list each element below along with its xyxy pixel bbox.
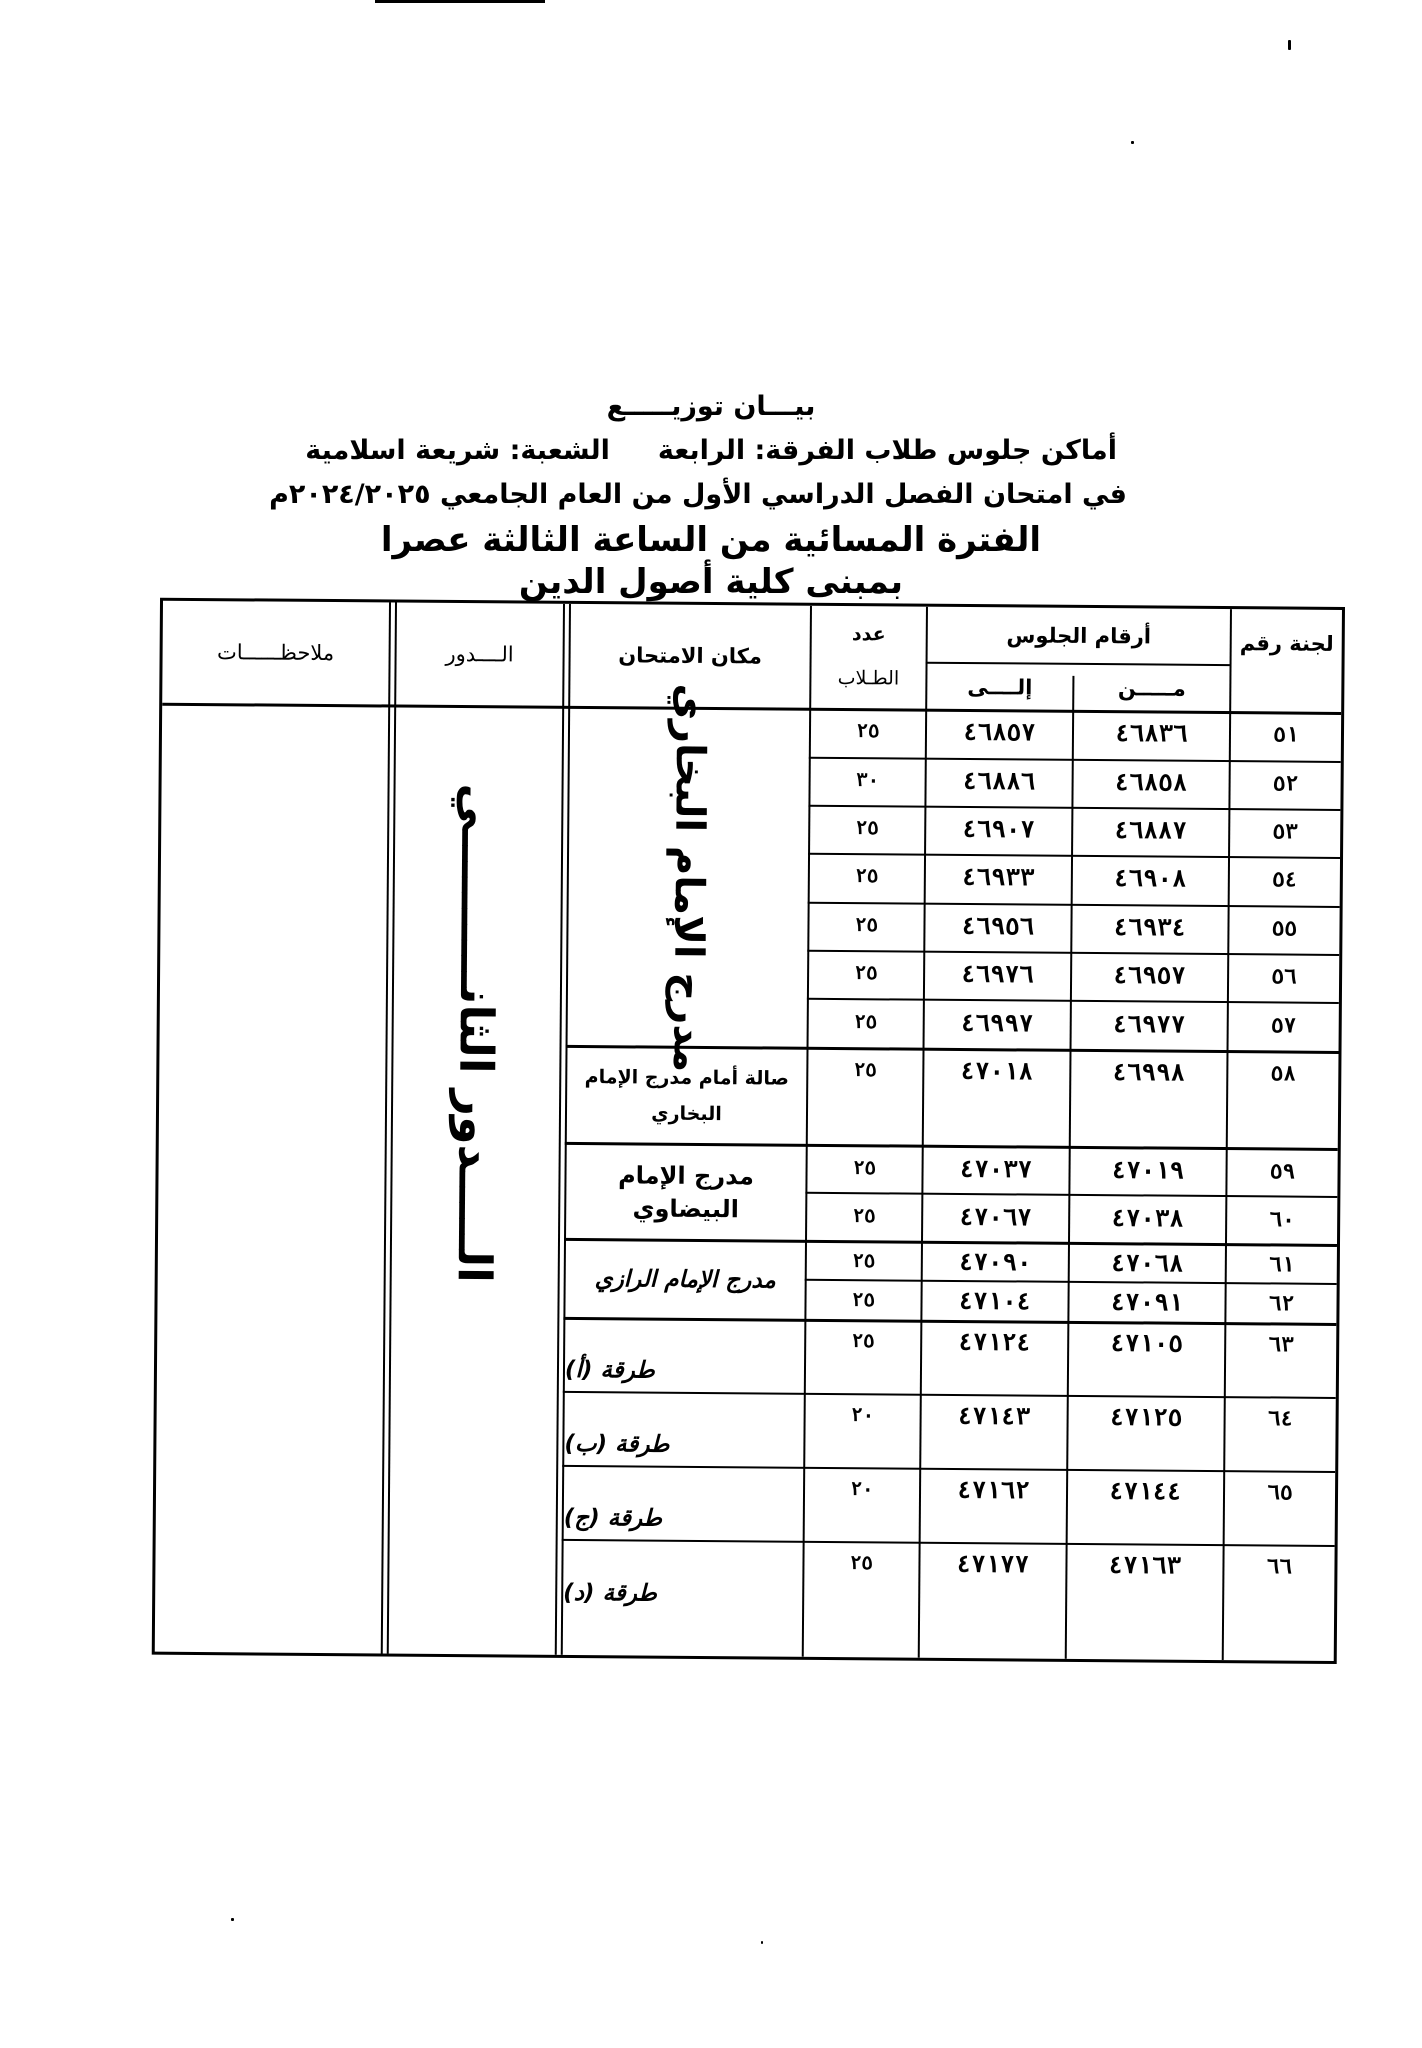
student-count: ٢٥ [852, 1205, 876, 1228]
seat-from: ٤٧١٠٥ [1110, 1329, 1183, 1358]
seat-to: ٤٧١٢٤ [958, 1327, 1031, 1357]
scan-speck [1288, 40, 1291, 50]
seat-from: ٤٦٨٥٨ [1114, 768, 1188, 797]
seat-to: ٤٦٩٣٣ [962, 863, 1035, 892]
seat-from: ٤٧١٤٤ [1109, 1477, 1182, 1506]
committee-header: لجنة رقم [1239, 631, 1334, 656]
committee-number: ٦٤ [1267, 1406, 1294, 1431]
seat-from: ٤٧١٦٣ [1108, 1551, 1182, 1580]
seat-to: ٤٧١٠٤ [958, 1286, 1032, 1316]
seat-to: ٤٦٨٥٧ [963, 718, 1036, 747]
committee-number: ٥٦ [1271, 964, 1297, 989]
seat-to: ٤٧٠١٨ [960, 1056, 1034, 1086]
place-baydawi-line2: البيضاوي [632, 1193, 740, 1223]
scan-speck [1131, 141, 1134, 144]
seating-table [152, 598, 1345, 1664]
seat-from: ٤٦٩٩٨ [1112, 1058, 1186, 1087]
floor-value: الـــــدور الثانــــــــــي [447, 783, 506, 1284]
to-header: إلــــى [967, 674, 1033, 700]
document-title: بيـــان توزيـــــع [606, 391, 816, 422]
committee-number: ٥٥ [1271, 916, 1298, 941]
student-count: ٢٥ [851, 1330, 875, 1353]
student-count: ٢٥ [854, 962, 878, 985]
seat-to: ٤٦٩٥٦ [961, 912, 1035, 941]
student-count: ٢٥ [854, 1011, 878, 1034]
committee-number: ٥٣ [1272, 819, 1298, 844]
exam-place-header: مكان الامتحان [618, 643, 763, 669]
student-count: ٢٥ [853, 1059, 877, 1082]
committee-number: ٦٢ [1268, 1291, 1295, 1316]
notes-cell [155, 706, 388, 1654]
seat-from: ٤٦٩٠٨ [1114, 864, 1187, 893]
student-count: ٢٥ [853, 1157, 877, 1180]
seat-from: ٤٧٠٦٨ [1111, 1249, 1184, 1278]
place-corridor-c: طرقة (ج) [563, 1504, 663, 1532]
student-count: ٢٠ [850, 1478, 874, 1501]
committee-number: ٥٩ [1269, 1159, 1296, 1184]
seat-to: ٤٧٠٣٧ [959, 1154, 1033, 1184]
student-count: ٢٥ [854, 914, 879, 937]
exam-period-heading: الفترة المسائية من الساعة الثالثة عصرا [380, 520, 1042, 560]
place-bukhari-hall [568, 682, 810, 1072]
committee-number: ٦٠ [1269, 1207, 1295, 1232]
place-corridor-a: طرقة (أ) [564, 1356, 655, 1384]
student-count: ٢٥ [852, 1289, 876, 1312]
place-bukhari-hall-label: مدرج الإمام البخاري [663, 682, 713, 1072]
seat-to: ٤٧١٦٢ [957, 1475, 1030, 1505]
place-razi-hall: مدرج الإمام الرازي [594, 1266, 776, 1294]
seat-from: ٤٦٨٨٧ [1114, 816, 1187, 845]
grade-label: أماكن جلوس طلاب الفرقة: الرابعة [657, 435, 1117, 466]
student-count: ٢٥ [855, 865, 879, 888]
student-count: ٢٥ [856, 720, 880, 743]
place-corridor-b: طرقة (ب) [564, 1430, 670, 1458]
place-baydawi-line1: مدرج الإمام [618, 1161, 754, 1191]
student-count: ٢٥ [852, 1250, 876, 1273]
seat-to: ٤٦٩٠٧ [962, 815, 1035, 844]
division-label: الشعبة: شريعة اسلامية [305, 435, 610, 466]
scan-speck [761, 1941, 763, 1944]
floor-cell [391, 708, 562, 1359]
from-header: مـــــن [1117, 675, 1186, 701]
student-count: ٢٠ [851, 1404, 875, 1427]
seat-to: ٤٧١٧٧ [956, 1549, 1030, 1579]
seat-from: ٤٦٩٣٤ [1113, 913, 1187, 942]
building-heading: بمبنى كلية أصول الدين [518, 562, 904, 602]
committee-number: ٥٧ [1270, 1013, 1297, 1038]
committee-number: ٦٥ [1267, 1480, 1293, 1505]
place-front-of-bukhari [567, 1048, 807, 1144]
seat-from: ٤٧٠٣٨ [1111, 1204, 1184, 1233]
seat-to: ٤٧٠٩٠ [959, 1247, 1032, 1277]
seat-from: ٤٧٠١٩ [1111, 1156, 1185, 1185]
seat-from: ٤٧٠٩١ [1110, 1288, 1184, 1317]
committee-number: ٥٢ [1272, 771, 1299, 796]
place-front-of-bukhari-line2: البخاري [651, 1102, 722, 1126]
seat-to: ٤٦٩٧٦ [961, 959, 1034, 989]
count-header-bottom: الطـلاب [837, 667, 900, 690]
student-count: ٢٥ [849, 1552, 874, 1575]
seat-to: ٤٦٩٩٧ [960, 1008, 1034, 1038]
committee-number: ٦٣ [1268, 1332, 1294, 1357]
seat-numbers-header: أرقام الجلوس [1006, 622, 1152, 648]
seat-from: ٤٦٩٥٧ [1113, 961, 1186, 990]
subtitle-exam-line: في امتحان الفصل الدراسي الأول من العام الجامعي ٢٠٢٤/٢٠٢٥م [269, 479, 1127, 510]
seat-to: ٤٦٨٨٦ [962, 767, 1036, 796]
student-count: ٢٥ [855, 817, 879, 840]
subtitle-grade-line [305, 437, 1117, 464]
seat-to: ٤٧٠٦٧ [959, 1202, 1032, 1232]
committee-number: ٥٤ [1272, 867, 1298, 892]
committee-number: ٦٦ [1266, 1554, 1293, 1579]
seat-to: ٤٧١٤٣ [957, 1401, 1031, 1431]
committee-number: ٥٨ [1270, 1061, 1297, 1086]
seat-from: ٤٦٩٧٧ [1112, 1010, 1186, 1039]
seat-from: ٤٦٨٣٦ [1115, 719, 1188, 748]
seat-from: ٤٧١٢٥ [1109, 1403, 1183, 1432]
committee-number: ٦١ [1269, 1252, 1295, 1277]
top-rule [375, 0, 545, 3]
committee-number: ٥١ [1273, 722, 1299, 747]
place-front-of-bukhari-line1: صالة أمام مدرج الإمام [584, 1065, 789, 1090]
floor-header: الــــدور [445, 641, 514, 667]
scan-speck [231, 1918, 234, 1921]
place-corridor-d: طرقة (د) [563, 1579, 657, 1607]
place-baydawi-hall [566, 1145, 806, 1240]
notes-header: ملاحظــــــات [216, 640, 335, 666]
student-count: ٣٠ [856, 769, 880, 792]
count-header-top: عدد [851, 623, 886, 646]
